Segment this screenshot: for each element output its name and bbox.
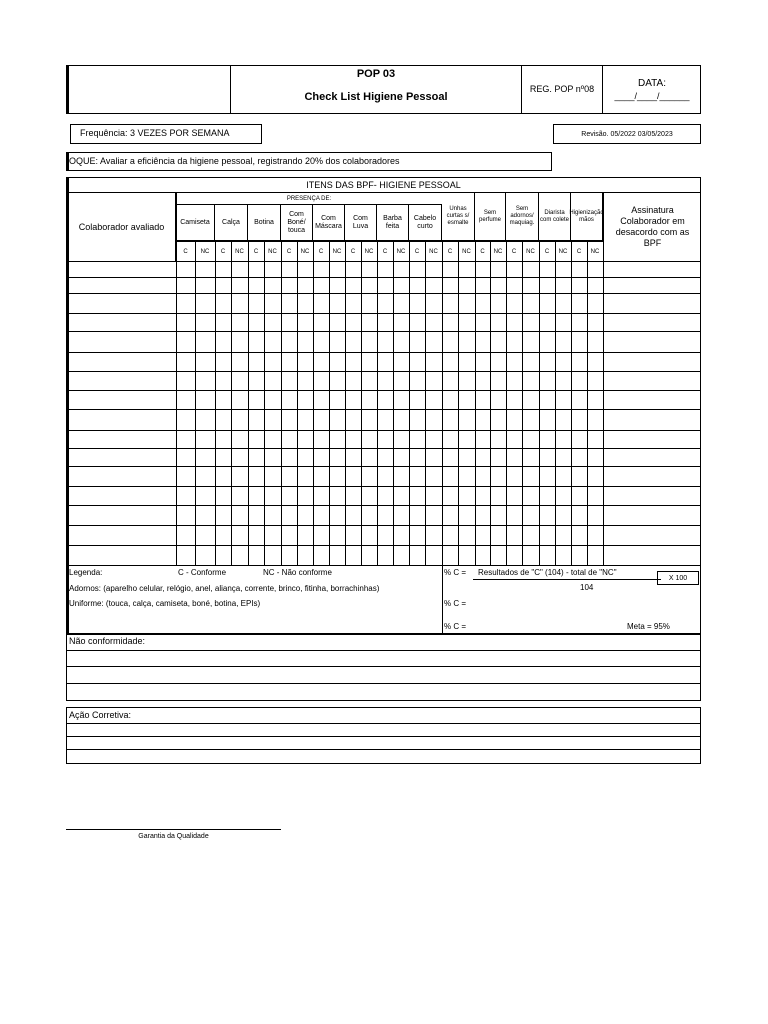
grid-vline — [377, 241, 378, 565]
grid-vline — [393, 241, 394, 565]
legend-c: C - Conforme — [178, 568, 227, 577]
grid-hline — [603, 371, 701, 372]
grid-hline — [68, 331, 603, 332]
formula-denominator: 104 — [580, 583, 594, 592]
grid-hline — [603, 545, 701, 546]
formula-text: Resultados de "C" (104) - total de "NC" — [478, 568, 617, 577]
col-header-luva: Com Luva — [345, 205, 377, 241]
corrective-label: Ação Corretiva: — [69, 710, 132, 720]
grid-vline — [475, 241, 476, 565]
signature-header: Assinatura Colaborador em desacordo com as BPF — [603, 193, 701, 261]
grid-vline — [297, 241, 298, 565]
nc-subheader: NC — [462, 248, 471, 255]
page-subtitle: Check List Higiene Pessoal — [304, 91, 448, 103]
grid-hline — [603, 352, 701, 353]
nc-subheader: NC — [396, 248, 406, 255]
nc-subheader: NC — [332, 248, 342, 255]
grid-hline — [603, 390, 701, 391]
nc-subheader: NC — [429, 248, 438, 255]
grid-hline — [603, 261, 701, 262]
times-box — [657, 571, 699, 585]
corrective-line[interactable] — [66, 723, 701, 736]
grid-vline — [345, 241, 346, 565]
grid-hline — [603, 331, 701, 332]
c-subheader: C — [318, 248, 324, 255]
nonconformity-line[interactable] — [66, 650, 701, 666]
grid-vline — [176, 193, 177, 565]
grid-hline — [68, 313, 603, 314]
grid-vline — [490, 241, 491, 565]
grid-vline — [442, 241, 443, 565]
grid-vline — [281, 241, 282, 565]
col-header-higienizacao: Higienização mãos — [571, 193, 603, 241]
grid-vline — [555, 241, 556, 565]
col-header-bone-touca: Com Boné/ touca — [281, 205, 313, 241]
grid-hline — [68, 371, 603, 372]
c-subheader: C — [253, 248, 259, 255]
grid-hline — [603, 409, 701, 410]
nonconformity-label: Não conformidade: — [69, 636, 146, 646]
nc-subheader: NC — [493, 248, 503, 255]
c-subheader: C — [414, 248, 420, 255]
c-subheader: C — [576, 248, 582, 255]
grid-vline — [361, 241, 362, 565]
grid-hline — [603, 525, 701, 526]
legend-adornos: Adornos: (aparelho celular, relógio, anel, aliança, corrente, brinco, fitinha, borrachinhas) — [69, 584, 380, 593]
grid-vline — [195, 241, 196, 565]
grid-hline — [603, 313, 701, 314]
grid-vline — [231, 241, 232, 565]
grid-hline — [603, 448, 701, 449]
grid-hline — [603, 505, 701, 506]
grid-vline — [215, 241, 216, 565]
nc-subheader: NC — [268, 248, 277, 255]
col-header-diarista: Diarista com colete — [539, 193, 571, 241]
revision-box — [553, 124, 701, 144]
presence-header: PRESENÇA DE: — [176, 193, 442, 205]
percent-c-1: % C = — [444, 568, 467, 577]
legend-label: Legenda: — [69, 568, 103, 577]
c-subheader: C — [544, 248, 550, 255]
col-header-barba: Barba feita — [377, 205, 409, 241]
date-field[interactable]: ____/____/______ — [614, 91, 690, 101]
signature-line — [66, 829, 281, 830]
page-title: POP 03 — [356, 68, 396, 80]
grid-hline — [603, 466, 701, 467]
grid-hline — [68, 448, 603, 449]
frequency-text: Frequência: 3 VEZES POR SEMANA — [80, 128, 230, 138]
nonconformity-line[interactable] — [66, 683, 701, 700]
c-subheader: C — [183, 248, 188, 255]
legend-divider — [442, 566, 443, 634]
fraction-line — [473, 579, 661, 580]
col-header-perfume: Sem perfume — [475, 193, 506, 241]
grid-hline — [68, 261, 603, 262]
c-subheader: C — [220, 248, 226, 255]
grid-hline — [603, 486, 701, 487]
nonconformity-line[interactable] — [66, 666, 701, 683]
revision-text: Revisão. 05/2022 03/05/2023 — [581, 130, 673, 138]
nc-subheader: NC — [526, 248, 535, 255]
col-header-adornos: Sem adornos/ maquiag. — [506, 193, 539, 241]
col-header-camiseta: Camiseta — [176, 205, 215, 241]
percent-c-3: % C = — [444, 622, 467, 631]
legend-nc: NC - Não conforme — [263, 568, 332, 577]
grid-hline — [68, 352, 603, 353]
percent-c-2: % C = — [444, 599, 467, 608]
corrective-line[interactable] — [66, 736, 701, 749]
times-text: X 100 — [668, 574, 688, 582]
grid-hline — [68, 466, 603, 467]
c-subheader: C — [480, 248, 485, 255]
nc-subheader: NC — [558, 248, 568, 255]
grid-hline — [603, 293, 701, 294]
nc-subheader: NC — [200, 248, 210, 255]
table-footer-divider — [66, 565, 701, 566]
grid-vline — [539, 241, 540, 565]
grid-hline — [68, 505, 603, 506]
col-header-mascara: Com Máscara — [313, 205, 345, 241]
corrective-line[interactable] — [66, 749, 701, 763]
nc-subheader: NC — [235, 248, 244, 255]
grid-vline — [409, 241, 410, 565]
grid-vline — [425, 241, 426, 565]
c-subheader: C — [382, 248, 388, 255]
grid-vline — [458, 241, 459, 565]
col-header-botina: Botina — [248, 205, 281, 241]
grid-hline — [603, 430, 701, 431]
grid-vline — [522, 241, 523, 565]
collaborator-header: Colaborador avaliado — [68, 193, 176, 261]
nc-subheader: NC — [590, 248, 600, 255]
grid-hline — [603, 277, 701, 278]
reg-code: REG. POP nº08 — [529, 84, 595, 94]
col-header-cabelo: Cabelo curto — [409, 205, 442, 241]
grid-hline — [68, 430, 603, 431]
grid-hline — [68, 545, 603, 546]
col-header-calca: Calça — [215, 205, 248, 241]
nc-subheader: NC — [364, 248, 374, 255]
signature-label: Garantia da Qualidade — [138, 832, 209, 840]
grid-vline — [329, 241, 330, 565]
c-subheader: C — [350, 248, 356, 255]
legend-uniforme: Uniforme: (touca, calça, camiseta, boné, botina, EPIs) — [69, 599, 261, 608]
grid-hline — [176, 241, 603, 242]
grid-hline — [68, 293, 603, 294]
grid-hline — [68, 486, 603, 487]
date-label: DATA: — [638, 77, 666, 89]
grid-vline — [313, 241, 314, 565]
grid-vline — [506, 241, 507, 565]
grid-hline — [68, 409, 603, 410]
table-main-title: ITENS DAS BPF- HIGIENE PESSOAL — [66, 178, 701, 193]
col-header-unhas: Unhas curtas s/ esmalte — [442, 193, 475, 241]
grid-hline — [68, 390, 603, 391]
oque-text: OQUE: Avaliar a eficiência da higiene pessoal, registrando 20% dos colaboradores — [69, 156, 400, 166]
grid-vline — [571, 241, 572, 565]
header-logo-area — [66, 65, 231, 114]
grid-hline — [68, 277, 603, 278]
grid-vline — [587, 241, 588, 565]
c-subheader: C — [447, 248, 453, 255]
grid-vline — [248, 241, 249, 565]
nc-subheader: NC — [300, 248, 310, 255]
grid-vline — [264, 241, 265, 565]
meta-text: Meta = 95% — [627, 622, 670, 631]
grid-hline — [68, 525, 603, 526]
c-subheader: C — [511, 248, 517, 255]
c-subheader: C — [286, 248, 292, 255]
grid-vline — [603, 193, 604, 565]
